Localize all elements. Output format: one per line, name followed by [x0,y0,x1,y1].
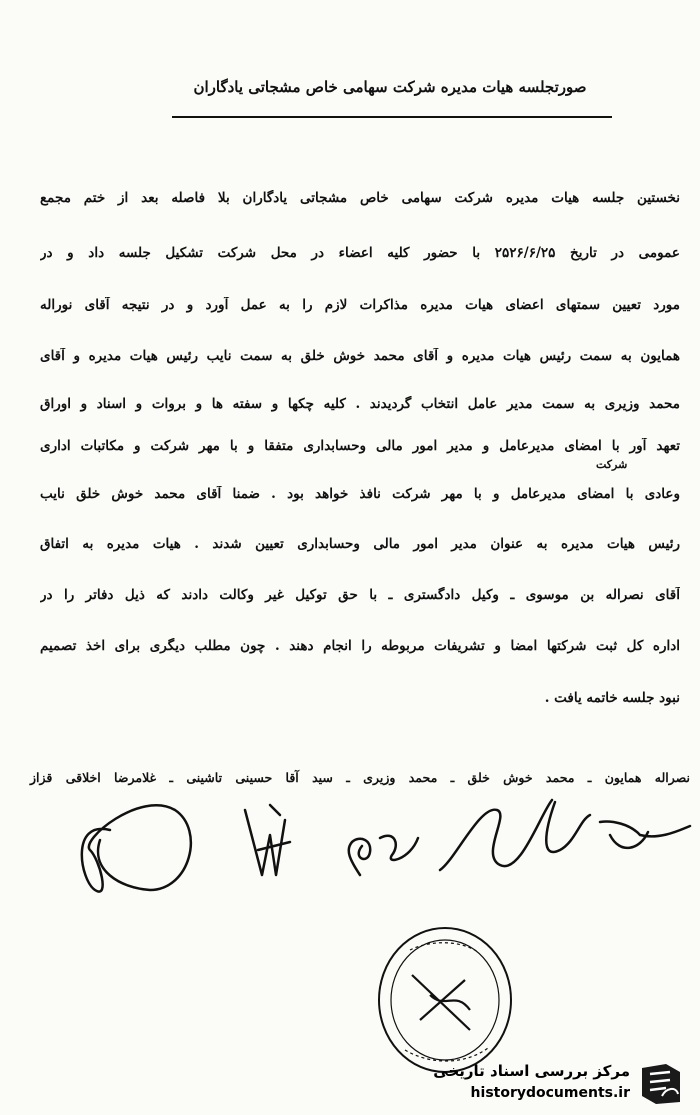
handwritten-signatures [0,780,700,1110]
signatory-names: نصراله همایون ـ محمد خوش خلق ـ محمد وزیری ـ سید آقا حسینی تاشینی ـ غلامرضا اخلاقی قزاز [30,770,690,785]
watermark-url: historydocuments.ir [470,1085,630,1101]
official-seal [379,928,511,1072]
body-line: همایون به سمت رئیس هیات مدیره و آقای محمد خوش خلق به سمت نایب رئیس هیات مدیره و آقای [40,348,680,364]
body-line: عمومی در تاریخ ۲۵۲۶/۶/۲۵ با حضور کلیه اعضاء در محل شرکت تشکیل جلسه داد و در [40,245,680,261]
signature-mark [82,805,191,891]
body-line: اداره کل ثبت شرکتها امضا و تشریفات مربوطه را انجام دهند . چون مطلب دیگری برای اخذ تصمیم [40,638,680,654]
signature-mark [245,810,290,875]
inserted-word: شرکت [596,458,628,471]
body-line: محمد وزیری به سمت مدیر عامل انتخاب گردیدند . کلیه چکها و سفته ها و بروات و اسناد و اوراق [40,396,680,412]
body-line: وعادی با امضای مدیرعامل و با مهر شرکت نافذ خواهد بود . ضمنا آقای محمد خوش خلق نایب [40,486,680,502]
body-line: نبود جلسه خاتمه یافت . [544,690,680,706]
title-underline [172,116,612,118]
signature-mark [270,805,280,815]
signature-mark [440,800,690,870]
body-line: آقای نصراله بن موسوی ـ وکیل دادگستری ـ با حق توکیل غیر وکالت دادند که ذیل دفاتر را در [40,587,680,603]
signature-mark [349,836,418,875]
body-line: مورد تعیین سمتهای اعضای هیات مدیره مذاکرات لازم را به عمل آورد و در نتیجه آقای نوراله [40,297,680,313]
watermark-org-name: مرکز بررسی اسناد تاریخی [433,1062,630,1080]
body-line: نخستین جلسه هیات مدیره شرکت سهامی خاص مشجاتی یادگاران بلا فاصله بعد از ختم مجمع [40,190,680,206]
document-title: صورتجلسه هیات مدیره شرکت سهامی خاص مشجاتی یادگاران [193,78,587,96]
document-logo-icon [636,1062,686,1106]
body-line: تعهد آور با امضای مدیرعامل و مدیر امور مالی وحسابداری متفقا و با مهر شرکت و مکاتبات اداری [40,438,680,454]
body-line: رئیس هیات مدیره به عنوان مدیر امور مالی وحسابداری تعیین شدند . هیات مدیره به اتفاق [40,536,680,552]
